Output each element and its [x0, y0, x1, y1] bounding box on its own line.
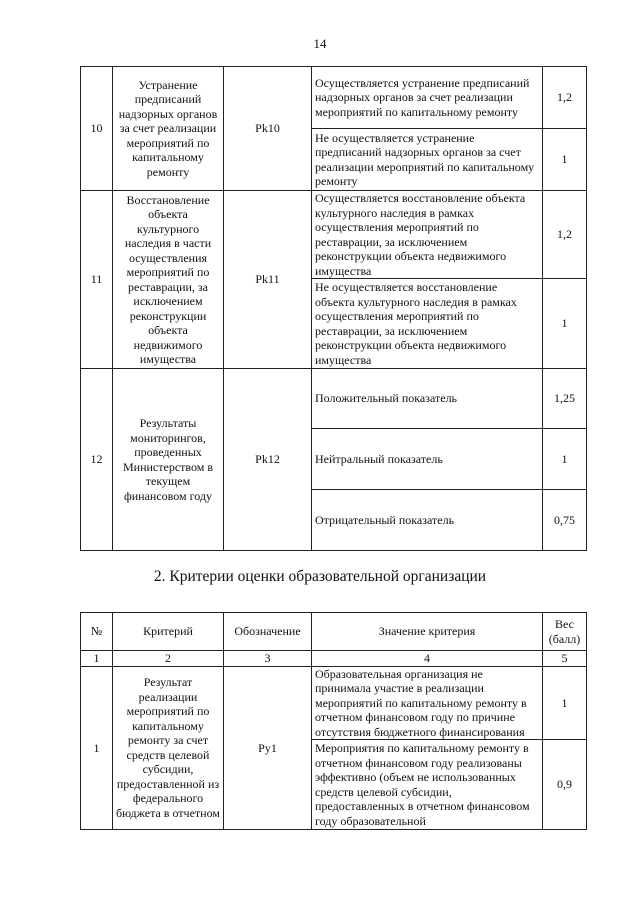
- row-number: 10: [81, 67, 113, 191]
- criterion-cell: Результаты мониторингов, проведенных Министерством в текущем финансовом году: [113, 369, 224, 551]
- value-cell: Мероприятия по капитальному ремонту в отчетном финансовом году реализованы эффективно (объем не использованных средств целевой субсидии, предоставленных в отчетном финансовом году образовательной: [312, 740, 543, 830]
- value-cell: Нейтральный показатель: [312, 429, 543, 490]
- designation-cell: Pk12: [224, 369, 312, 551]
- table-row: [81, 369, 587, 429]
- table-row: [81, 191, 587, 279]
- table-row: [81, 666, 587, 740]
- value-cell: Не осуществляется устранение предписаний надзорных органов за счет реализации мероприятий по капитальному ремонту: [312, 129, 543, 191]
- col-number: 5: [543, 651, 587, 667]
- weight-cell: 0,75: [543, 490, 587, 551]
- weight-cell: 1: [543, 666, 587, 740]
- col-number: 4: [312, 651, 543, 667]
- header-criterion: Критерий: [113, 613, 224, 651]
- row-number: 12: [81, 369, 113, 551]
- col-number: 3: [224, 651, 312, 667]
- criteria-table-continued: [80, 66, 587, 551]
- col-number: 1: [81, 651, 113, 667]
- criterion-cell: Устранение предписаний надзорных органов за счет реализации мероприятий по капитальному ремонту: [113, 67, 224, 191]
- weight-cell: 1,2: [543, 67, 587, 129]
- designation-cell: Pk10: [224, 67, 312, 191]
- value-cell: Положительный показатель: [312, 369, 543, 429]
- designation-cell: Pk11: [224, 191, 312, 369]
- header-designation: Обозначение: [224, 613, 312, 651]
- row-number: 1: [81, 666, 113, 830]
- header-num: №: [81, 613, 113, 651]
- designation-cell: Py1: [224, 666, 312, 830]
- weight-cell: 1: [543, 429, 587, 490]
- criterion-cell: Восстановление объекта культурного наследия в части осуществления мероприятий по реставрации, за исключением реконструкции объекта недвижимого имущества: [113, 191, 224, 369]
- value-cell: Осуществляется восстановление объекта культурного наследия в рамках осуществления мероприятий по реставрации, за исключением реконструкции объекта недвижимого имущества: [312, 191, 543, 279]
- weight-cell: 0,9: [543, 740, 587, 830]
- criterion-cell: Результат реализации мероприятий по капитальному ремонту за счет средств целевой субсидии, предоставленной из федерального бюджета в отчетном: [113, 666, 224, 830]
- column-number-row: [81, 651, 587, 667]
- weight-cell: 1,2: [543, 191, 587, 279]
- table-row: [81, 67, 587, 129]
- value-cell: Образовательная организация не принимала участие в реализации мероприятий по капитальному ремонту в отчетном финансовом году по причине отсутствия бюджетного финансирования: [312, 666, 543, 740]
- header-row: [81, 613, 587, 651]
- organization-criteria-table: [80, 612, 587, 830]
- row-number: 11: [81, 191, 113, 369]
- section-title: 2. Критерии оценки образовательной организации: [153, 568, 487, 585]
- value-cell: Отрицательный показатель: [312, 490, 543, 551]
- header-weight: Вес (балл): [543, 613, 587, 651]
- value-cell: Не осуществляется восстановление объекта культурного наследия в рамках осуществления мероприятий по реставрации, за исключением реконструкции объекта недвижимого имущества: [312, 279, 543, 369]
- header-value: Значение критерия: [312, 613, 543, 651]
- col-number: 2: [113, 651, 224, 667]
- weight-cell: 1: [543, 279, 587, 369]
- value-cell: Осуществляется устранение предписаний надзорных органов за счет реализации мероприятий по капитальному ремонту: [312, 67, 543, 129]
- weight-cell: 1,25: [543, 369, 587, 429]
- page-number: 14: [313, 36, 327, 51]
- weight-cell: 1: [543, 129, 587, 191]
